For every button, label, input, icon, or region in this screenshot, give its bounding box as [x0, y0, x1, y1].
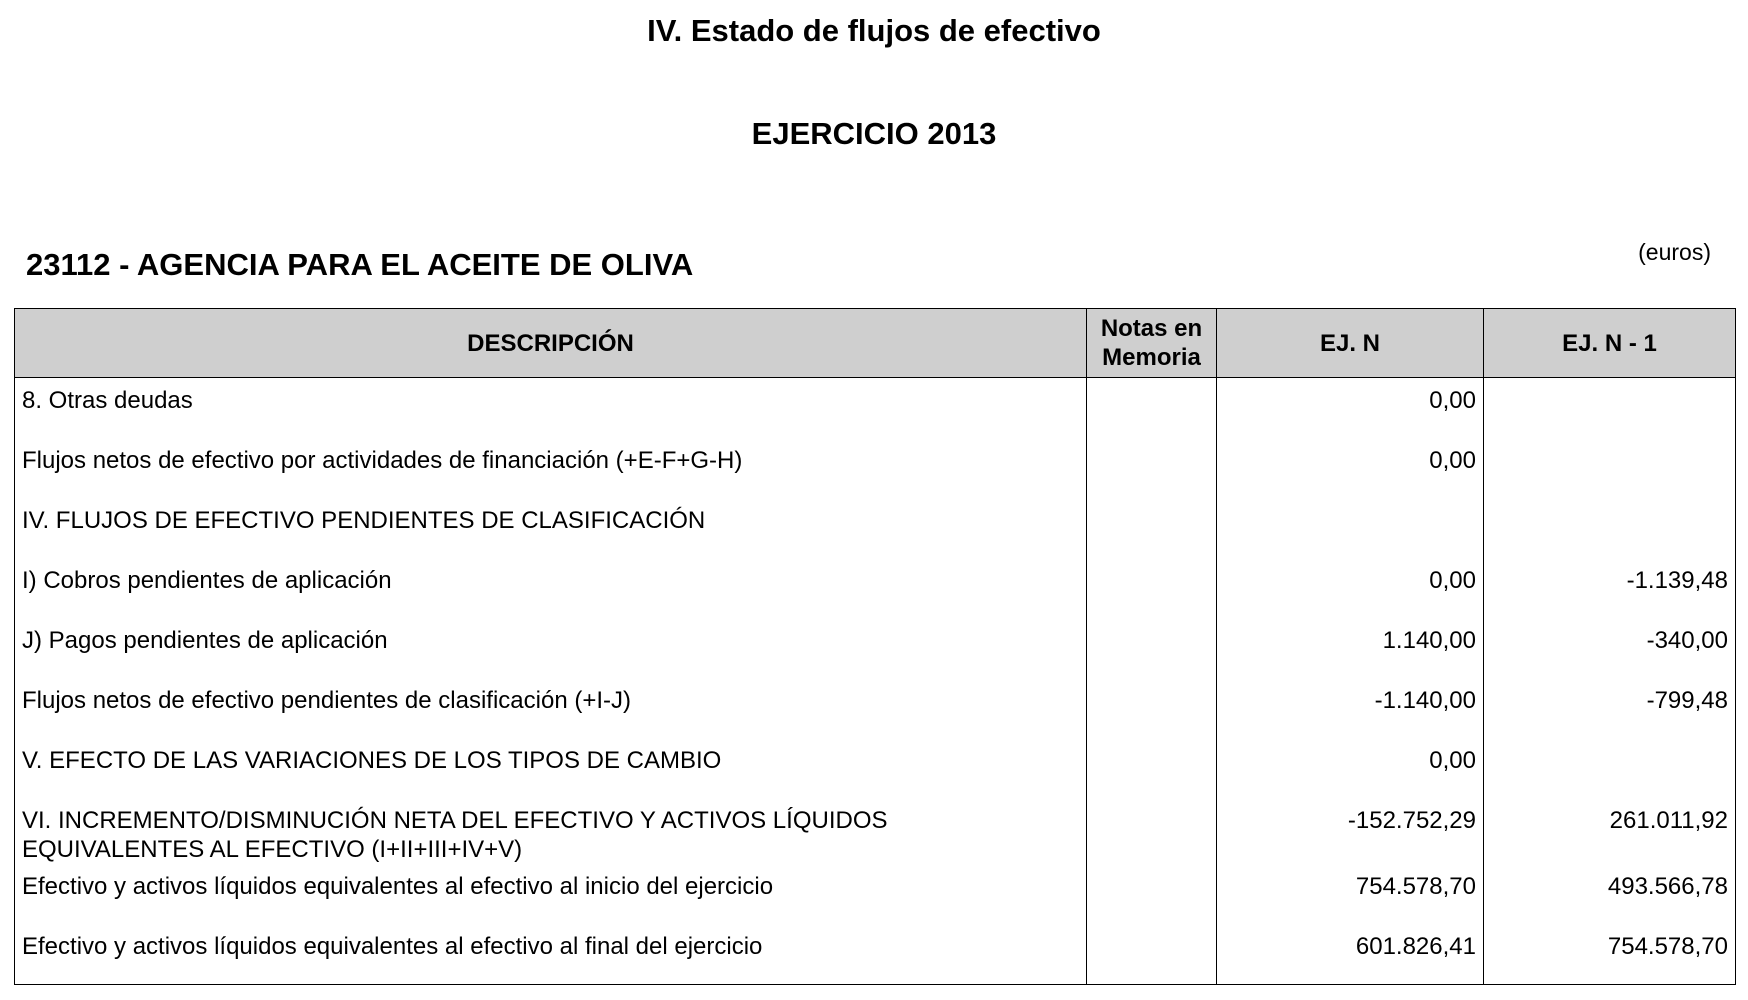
header-notes-line1: Notas en [1100, 315, 1203, 342]
row-current-value: 0,00 [1217, 738, 1484, 798]
row-notes [1087, 438, 1217, 498]
header-description: DESCRIPCIÓN [15, 309, 1087, 378]
row-current-value: 754.578,70 [1217, 864, 1484, 924]
entity-heading: 23112 - AGENCIA PARA EL ACEITE DE OLIVA [26, 247, 694, 282]
row-previous-value: 754.578,70 [1484, 924, 1736, 985]
row-description: IV. FLUJOS DE EFECTIVO PENDIENTES DE CLASIFICACIÓN [15, 498, 1087, 558]
row-previous-value: 493.566,78 [1484, 864, 1736, 924]
row-notes [1087, 618, 1217, 678]
header-current-year: EJ. N [1217, 309, 1484, 378]
row-description: I) Cobros pendientes de aplicación [15, 558, 1087, 618]
row-description: Flujos netos de efectivo pendientes de clasificación (+I-J) [15, 678, 1087, 738]
row-current-value: 0,00 [1217, 438, 1484, 498]
table-row [15, 738, 1736, 798]
header-previous-year: EJ. N - 1 [1484, 309, 1736, 378]
row-description: 8. Otras deudas [15, 378, 1087, 439]
row-current-value: 0,00 [1217, 558, 1484, 618]
row-current-value: 0,00 [1217, 378, 1484, 439]
row-previous-value [1484, 438, 1736, 498]
row-current-value: 1.140,00 [1217, 618, 1484, 678]
row-previous-value: -799,48 [1484, 678, 1736, 738]
row-notes [1087, 378, 1217, 439]
row-notes [1087, 738, 1217, 798]
row-previous-value [1484, 378, 1736, 439]
row-previous-value: 261.011,92 [1484, 798, 1736, 864]
currency-units-label: (euros) [1638, 239, 1711, 265]
table-row [15, 864, 1736, 924]
row-notes [1087, 864, 1217, 924]
row-description-line2: EQUIVALENTES AL EFECTIVO (I+II+III+IV+V) [22, 836, 523, 863]
table-header-row [15, 309, 1736, 378]
row-description-multiline [15, 798, 1087, 864]
row-description: Efectivo y activos líquidos equivalentes al efectivo al inicio del ejercicio [15, 864, 1087, 924]
table-row [15, 498, 1736, 558]
row-notes [1087, 678, 1217, 738]
table-row [15, 558, 1736, 618]
row-current-value [1217, 498, 1484, 558]
row-notes [1087, 498, 1217, 558]
row-current-value: -152.752,29 [1217, 798, 1484, 864]
row-previous-value [1484, 498, 1736, 558]
row-previous-value: -340,00 [1484, 618, 1736, 678]
table-row [15, 798, 1736, 864]
row-current-value: 601.826,41 [1217, 924, 1484, 985]
table-row [15, 378, 1736, 439]
row-description: Efectivo y activos líquidos equivalentes al efectivo al final del ejercicio [15, 924, 1087, 985]
row-description: J) Pagos pendientes de aplicación [15, 618, 1087, 678]
row-notes [1087, 798, 1217, 864]
cash-flow-table [14, 308, 1736, 985]
row-notes [1087, 558, 1217, 618]
row-description: V. EFECTO DE LAS VARIACIONES DE LOS TIPOS DE CAMBIO [15, 738, 1087, 798]
row-current-value: -1.140,00 [1217, 678, 1484, 738]
header-notes [1087, 309, 1217, 378]
document-title: IV. Estado de flujos de efectivo [647, 13, 1101, 48]
row-previous-value: -1.139,48 [1484, 558, 1736, 618]
table-row [15, 438, 1736, 498]
row-description: Flujos netos de efectivo por actividades de financiación (+E-F+G-H) [15, 438, 1087, 498]
fiscal-year-heading: EJERCICIO 2013 [751, 116, 997, 151]
table-row [15, 924, 1736, 985]
row-previous-value [1484, 738, 1736, 798]
table-row [15, 678, 1736, 738]
header-notes-line2: Memoria [1102, 344, 1201, 371]
table-row [15, 618, 1736, 678]
row-notes [1087, 924, 1217, 985]
row-description-line1: VI. INCREMENTO/DISMINUCIÓN NETA DEL EFECTIVO Y ACTIVOS LÍQUIDOS [22, 807, 888, 834]
